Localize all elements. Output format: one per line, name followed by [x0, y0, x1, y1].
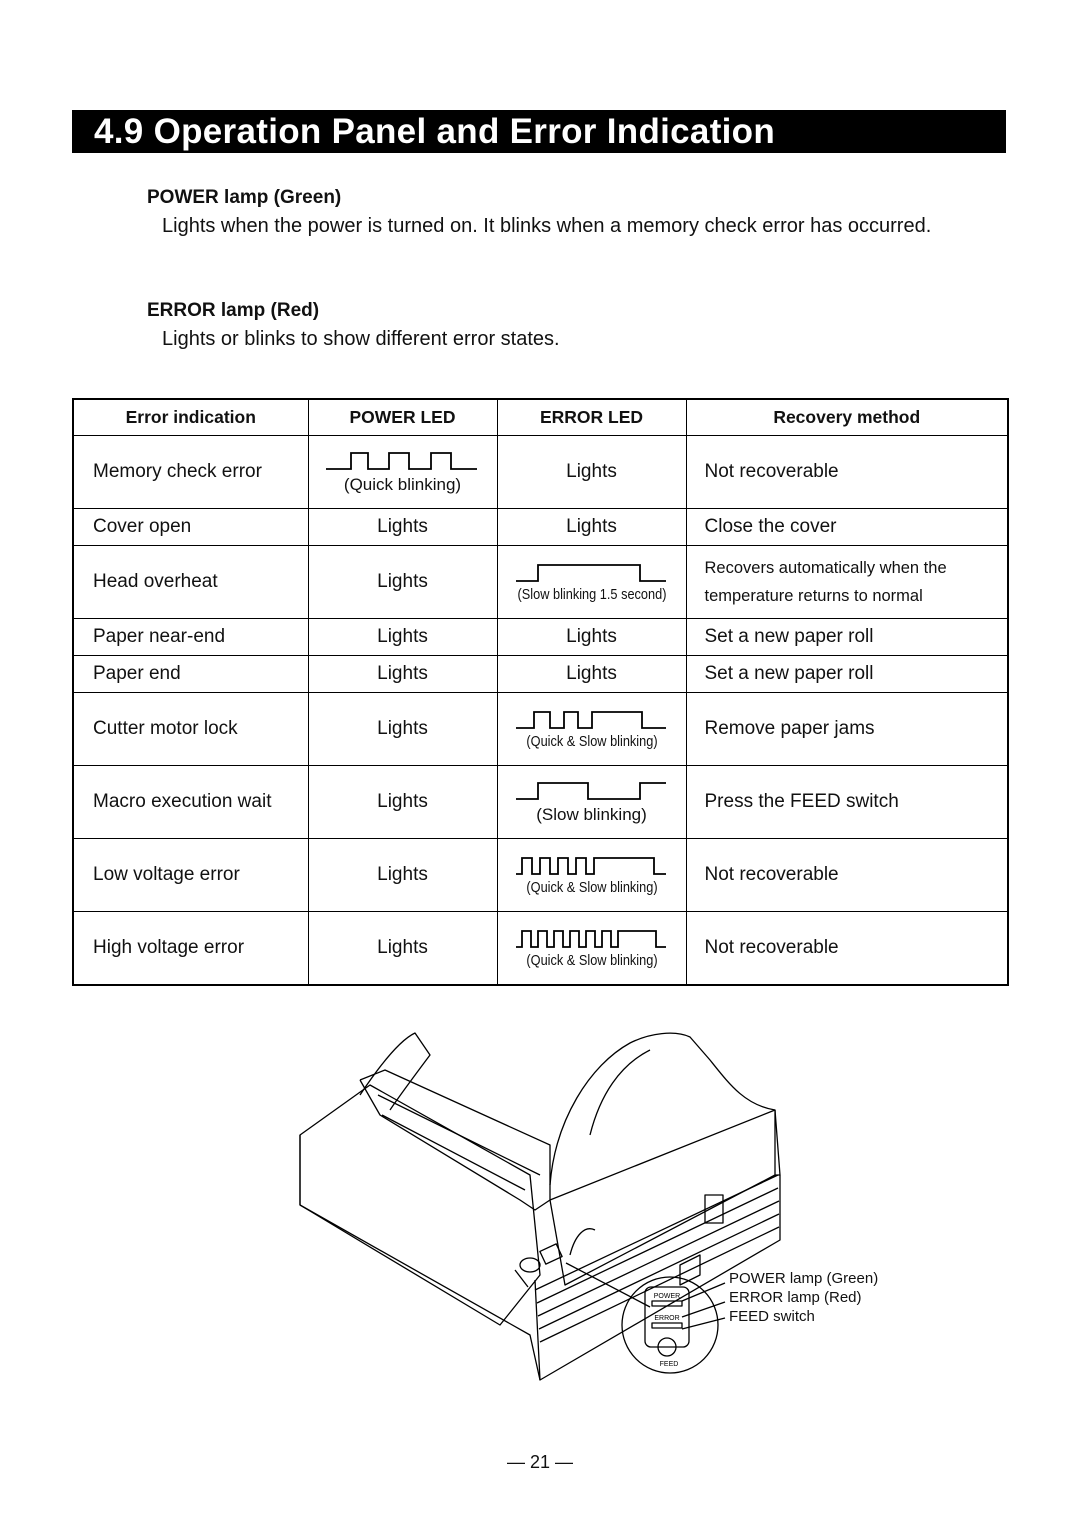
error-led-caption: (Quick & Slow blinking)	[525, 952, 658, 969]
table-row	[73, 839, 1008, 912]
cell-error: Head overheat	[73, 546, 308, 619]
cell-power-led	[308, 436, 497, 509]
cell-error: Paper near-end	[73, 619, 308, 656]
quick-blinking-waveform	[323, 449, 483, 473]
cell-error: Low voltage error	[73, 839, 308, 912]
cell-error: Memory check error	[73, 436, 308, 509]
recovery-line-1: Recovers automatically when the	[704, 559, 947, 577]
cell-power-led: Lights	[308, 509, 497, 546]
recovery-line-2: temperature returns to normal	[704, 587, 923, 605]
cell-error-led	[497, 693, 686, 766]
cell-recovery: Press the FEED switch	[686, 766, 1008, 839]
table-header-row	[73, 399, 1008, 436]
cell-error-led: Lights	[497, 436, 686, 509]
error-lamp-text: Lights or blinks to show different error states.	[162, 328, 560, 350]
cell-error-led	[497, 766, 686, 839]
callout-power-lamp: POWER lamp (Green)	[729, 1270, 879, 1287]
col-header-recovery-method: Recovery method	[686, 399, 1008, 436]
error-led-caption: (Quick & Slow blinking)	[525, 880, 658, 896]
cell-error-led: Lights	[497, 619, 686, 656]
col-header-error-led: ERROR LED	[497, 399, 686, 436]
slow-blinking-waveform	[512, 561, 672, 585]
cell-error-led: Lights	[497, 656, 686, 693]
col-header-power-led: POWER LED	[308, 399, 497, 436]
cell-recovery: Not recoverable	[686, 436, 1008, 509]
error-table	[72, 398, 1009, 986]
cell-recovery: Remove paper jams	[686, 693, 1008, 766]
cell-power-led: Lights	[308, 766, 497, 839]
panel-label-power: POWER	[653, 1293, 681, 1300]
page-title: 4.9 Operation Panel and Error Indication	[94, 112, 776, 151]
callout-error-lamp: ERROR lamp (Red)	[729, 1289, 862, 1306]
cell-recovery: Set a new paper roll	[686, 656, 1008, 693]
table-row	[73, 656, 1008, 693]
power-lamp-text: Lights when the power is turned on. It blinks when a memory check error has occurred.	[162, 215, 932, 237]
cell-power-led: Lights	[308, 693, 497, 766]
table-row	[73, 912, 1008, 985]
cell-recovery: Set a new paper roll	[686, 619, 1008, 656]
table-row	[73, 509, 1008, 546]
col-header-error-indication: Error indication	[73, 399, 308, 436]
cell-error-led	[497, 546, 686, 619]
page-number: — 21 —	[506, 1452, 574, 1472]
cell-power-led: Lights	[308, 546, 497, 619]
panel-label-feed: FEED	[659, 1361, 679, 1368]
table-row	[73, 546, 1008, 619]
error-led-caption: (Slow blinking)	[536, 805, 647, 824]
power-lamp-heading: POWER lamp (Green)	[147, 187, 342, 208]
table-row	[73, 436, 1008, 509]
title-bar	[72, 110, 1006, 153]
slow-blinking-waveform	[512, 779, 672, 803]
cell-error-led	[497, 839, 686, 912]
cell-recovery: Not recoverable	[686, 912, 1008, 985]
cell-power-led: Lights	[308, 912, 497, 985]
table-row	[73, 693, 1008, 766]
cell-error: High voltage error	[73, 912, 308, 985]
cell-power-led: Lights	[308, 839, 497, 912]
cell-power-led: Lights	[308, 619, 497, 656]
cell-error: Cutter motor lock	[73, 693, 308, 766]
cell-error: Macro execution wait	[73, 766, 308, 839]
cell-error: Paper end	[73, 656, 308, 693]
power-led-caption: (Quick blinking)	[343, 475, 462, 494]
cell-error-led	[497, 912, 686, 985]
cell-error-led: Lights	[497, 509, 686, 546]
cell-error: Cover open	[73, 509, 308, 546]
cell-power-led: Lights	[308, 656, 497, 693]
cell-recovery: Close the cover	[686, 509, 1008, 546]
error-lamp-heading: ERROR lamp (Red)	[147, 300, 320, 321]
quick-slow-blinking-waveform	[512, 708, 672, 732]
error-led-caption: (Quick & Slow blinking)	[525, 734, 658, 750]
cell-recovery: Not recoverable	[686, 839, 1008, 912]
cell-recovery	[686, 546, 1008, 619]
table-row	[73, 619, 1008, 656]
callout-feed-switch: FEED switch	[729, 1308, 815, 1325]
quick-slow-blinking-waveform	[512, 927, 672, 951]
quick-slow-blinking-waveform	[512, 854, 672, 878]
error-led-caption: (Slow blinking 1.5 second)	[517, 587, 666, 603]
printer-illustration	[290, 1025, 930, 1395]
panel-label-error: ERROR	[654, 1315, 680, 1322]
table-row	[73, 766, 1008, 839]
